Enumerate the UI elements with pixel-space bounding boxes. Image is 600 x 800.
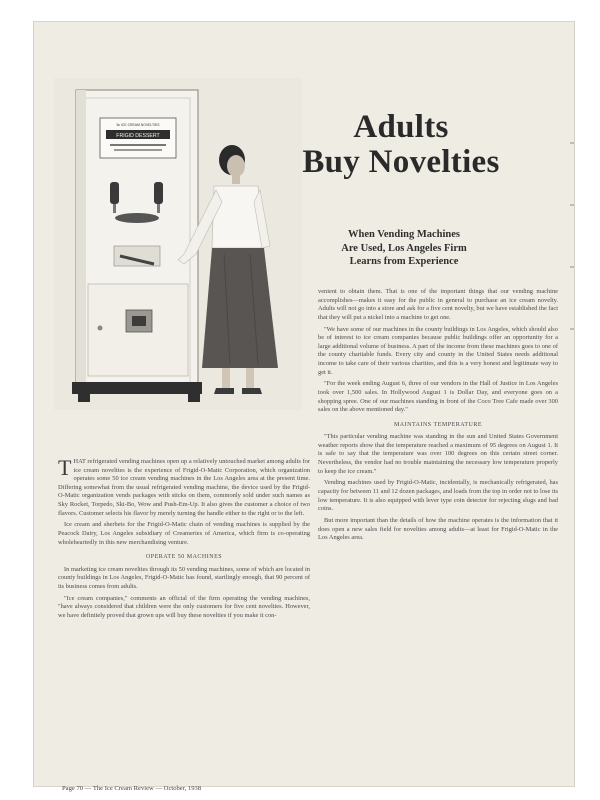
photo-woman-at-vending-machine — [54, 78, 302, 410]
title-line-1: Adults — [353, 109, 449, 145]
article-column-1 — [58, 455, 310, 624]
article-title — [296, 110, 506, 180]
column2-paragraph-5: Vending machines used by Frigid-O-Matic, incidentally, is mechanically refrigerated, has capacity for between 11 and 12 dozen packages, and loads from the top in order not to lose its low temperature. It is also equipped with lever type coin detector for rejecting slugs and bad coins. — [318, 479, 558, 513]
column1-subhead: OPERATE 50 MACHINES — [145, 554, 223, 561]
page-footer: Page 70 — The Ice Cream Review — October, 1938 — [62, 785, 202, 792]
column1-paragraph-1-text: HAT refrigerated vending machines open up a relatively untouched market among adults for ice cream novelties is the experience of Frigid-O-Matic Corporation, which organization operates some 50 ice cream vending machines in the Los Angeles area at the present time. Differing somewhat from the usual refrigerated vending machine, the device used by the Frigid-O-Matic organization vends packages with sticks on them, commonly sold under such names as Sky Rocket, Torpedo, Ski-Bo, Wow and Push-Em-Up. It also gives the customer a choice of two flavors. Customer selects his flavor by merely turning the handle either to the right or to the left. — [58, 458, 310, 517]
machine-sign-text: FRIGID DESSERT — [116, 133, 160, 139]
column1-paragraph-2: Ice cream and sherbets for the Frigid-O-Matic chain of vending machines is supplied by the Peacock Dairy, Los Angeles subsidiary of Creameries of America, which firm is co-operating wholeheartedly in this new merchandising venture. — [58, 521, 310, 546]
column2-paragraph-6: But more important than the details of how the machine operates is the information that it does open a new sales field for novelties among adults—at least for Frigid-O-Matic in the Los Angeles area. — [318, 517, 558, 542]
edge-mark — [570, 204, 574, 206]
column2-paragraph-1: venient to obtain them. That is one of the important things that our vending machine accomplishes—makes it easy for the public in general to purchase an ice cream novelty. Adults will not go into a store and ask for a five cent novelty, but we have established the fact that they will put a nickel into a machine to get one. — [318, 288, 558, 321]
article-deck — [304, 228, 504, 269]
deck-line-1: When Vending Machines — [347, 229, 461, 240]
drop-cap: T — [58, 455, 72, 480]
edge-mark — [570, 328, 574, 330]
deck-line-3: Learns from Experience — [349, 256, 459, 267]
column1-paragraph-1 — [58, 455, 310, 518]
column1-paragraph-3: In marketing ice cream novelties through its 50 vending machines, some of which are located in county buildings in Los Angeles, Frigid-O-Matic has found, startlingly enough, that 90 percent of its business comes from adults. — [58, 565, 310, 590]
deck-line-2: Are Used, Los Angeles Firm — [341, 242, 467, 254]
edge-mark — [570, 142, 574, 144]
edge-mark — [570, 266, 574, 268]
magazine-page — [34, 22, 574, 792]
machine-subsign-text: 5c ICE CREAM NOVELTIES — [116, 123, 160, 127]
article-column-2 — [318, 288, 558, 546]
column2-paragraph-2: "We have some of our machines in the county buildings in Los Angeles, which should also be of interest to ice cream companies because public buildings offer an opportunity for a large additional volume of business. A part of the income from these machines goes to one of the county charitable funds. Every city and county in the United States needs additional income to take care of their various charities, and this is a very honest and legitimate way to get it. — [318, 325, 558, 376]
column2-subhead: MAINTAINS TEMPERATURE — [393, 421, 483, 428]
column2-paragraph-3: "For the week ending August 6, three of our vendors in the Hall of Justice in Los Angeles took over 1,500 sales. In Hollywood August 1 is Dollar Day, and everyone goes on a shopping spree. One of our machines standing in front of the Coco Tree Cafe made over 300 sales on the above mentioned day." — [318, 380, 558, 414]
vending-machine-illustration — [54, 78, 302, 410]
column2-paragraph-4: "This particular vending machine was standing in the sun and United States Government weather reports show that the temperature reached a maximum of 95 degrees on August 1. It is safe to say that the temperature was over 100 degrees on this certain street corner. Nevertheless, the vendor had no trouble maintaining the necessary low temperature properly to keep the ice cream." — [318, 433, 558, 475]
title-line-2: Buy Novelties — [302, 144, 500, 180]
column1-paragraph-4: "Ice cream companies," comments an official of the firm operating the vending machines, "have always considered that children were the only customers for five cent novelties. However, we have definitely proved that grown ups will buy these novelties if you make it con- — [58, 594, 310, 619]
